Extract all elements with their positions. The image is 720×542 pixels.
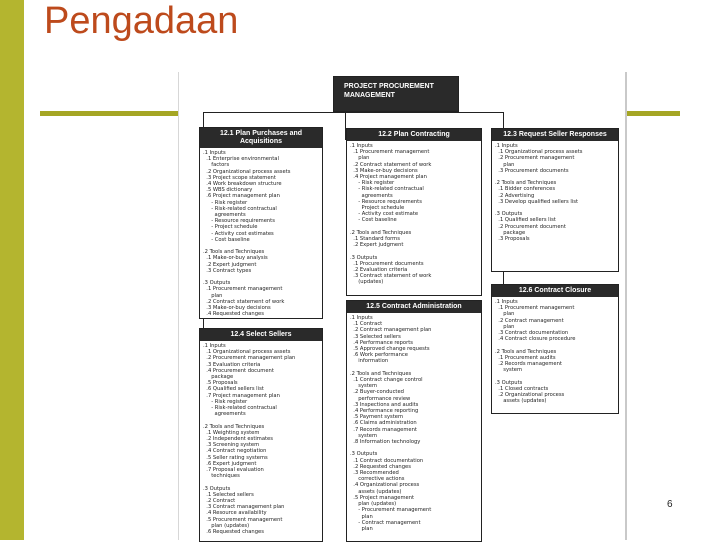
box-title: 12.2 Plan Contracting (347, 129, 481, 141)
box-content: .1 Inputs .1 Organizational process assets .2 Procurement management plan .3 Procurement documents .2 Tools and Techniques .1 Bidder conferences .2 Advertising .3 Develop qualified sellers list .3 Outputs .1 Qualified sellers list .2 Procurement document package .3 Proposals (495, 143, 583, 243)
box-12-1-plan-purchases (199, 127, 323, 319)
page-number: 6 (667, 499, 673, 510)
box-content: .1 Inputs .1 Organizational process assets .2 Procurement management plan .3 Evaluation criteria .4 Procurement document package .5 Proposals .6 Qualified sellers list .7 Project management plan - Risk register - Risk-related contractual agreements .2 Tools and Techniques .1 Weighting system .2 Independent estimates .3 Screening system .4 Contract negotiation .5 Seller rating systems .6 Expert judgment .7 Proposal evaluation techniques .3 Outputs .1 Selected sellers .2 Contract .3 Contract management plan .4 Resource availability .5 Procurement management plan (updates) .6 Requested changes (203, 343, 296, 536)
box-title: PROJECT PROCUREMENT MANAGEMENT (334, 77, 458, 111)
connector-top (203, 112, 503, 113)
box-title: 12.6 Contract Closure (492, 285, 618, 297)
box-12-3-request-seller-responses (491, 128, 619, 272)
box-12-5-contract-administration (346, 300, 482, 542)
box-content: .1 Inputs .1 Contract .2 Contract management plan .3 Selected sellers .4 Performance reports .5 Approved change requests .6 Work performance information .2 Tools and Techniques .1 Contract change control system .2 Buyer-conducted performance review .3 Inspections and audits .4 Performance reporting .5 Payment system .6 Claims administration .7 Records management system .8 Information technology .3 Outputs .1 Contract documentation .2 Requested changes .3 Recommended corrective actions .4 Organizational process assets (updates) .5 Project management plan (updates) - Procurement management plan - Contract management plan (350, 315, 432, 532)
box-title: 12.3 Request Seller Responses (492, 129, 618, 141)
box-12-6-contract-closure (491, 284, 619, 414)
accent-bar (0, 0, 24, 540)
box-content: .1 Inputs .1 Enterprise environmental factors .2 Organizational process assets .3 Project scope statement .4 Work breakdown structure .5 WBS dictionary .6 Project management plan - Risk register - Risk-related contractual agreements - Resource requirements - Project schedule - Activity cost estimates - Cost baseline .2 Tools and Techniques .1 Make-or-buy analysis .2 Expert judgment .3 Contract types .3 Outputs .1 Procurement management plan .2 Contract statement of work .3 Make-or-buy decisions .4 Requested changes (203, 150, 291, 318)
box-title: 12.4 Select Sellers (200, 329, 322, 341)
box-content: .1 Inputs .1 Procurement management plan .2 Contract statement of work .3 Make-or-buy decisions .4 Project management plan - Risk register - Risk-related contractual agreements - Resource requirements Project schedule - Activity cost estimate - Cost baseline .2 Tools and Techniques .1 Standard forms .2 Expert judgment .3 Outputs .1 Procurement documents .2 Evaluation criteria .3 Contract statement of work (updates) (350, 143, 432, 286)
box-12-4-select-sellers (199, 328, 323, 542)
box-title: 12.5 Contract Administration (347, 301, 481, 313)
box-content: .1 Inputs .1 Procurement management plan .2 Contract management plan .3 Contract documentation .4 Contract closure procedure .2 Tools and Techniques .1 Procurement audits .2 Records management system .3 Outputs .1 Closed contracts .2 Organizational process assets (updates) (495, 299, 576, 405)
box-title: 12.1 Plan Purchases and Acquisitions (200, 128, 322, 148)
box-12-2-plan-contracting (346, 128, 482, 296)
slide-title: Pengadaan (44, 0, 239, 42)
procurement-diagram (178, 72, 627, 540)
box-project-procurement-management (333, 76, 459, 112)
